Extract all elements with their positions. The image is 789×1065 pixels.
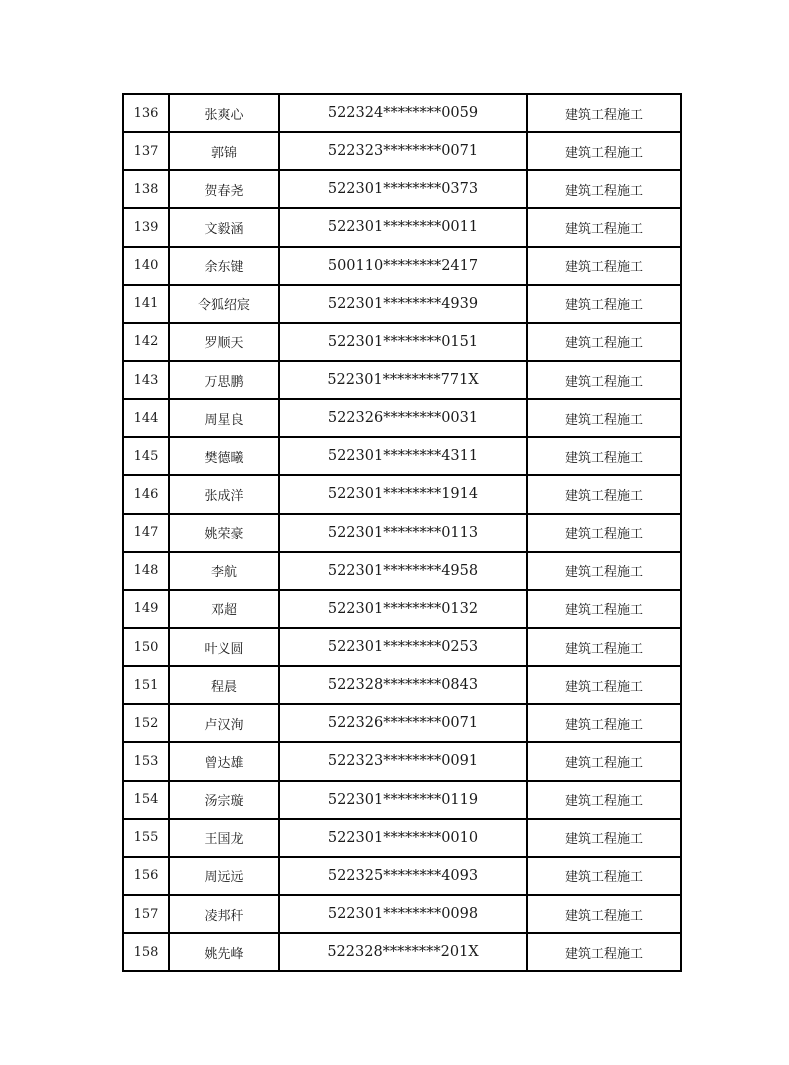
- id-number-cell: 522301********0119: [279, 781, 527, 819]
- table-row: [123, 895, 681, 933]
- student-name-cell: 周星良: [169, 399, 279, 437]
- id-number-cell: 522323********0071: [279, 132, 527, 170]
- major-cell: 建筑工程施工: [527, 819, 681, 857]
- row-number-cell: 157: [123, 895, 169, 933]
- table-row: [123, 552, 681, 590]
- row-number-cell: 158: [123, 933, 169, 971]
- table-row: [123, 361, 681, 399]
- row-number-cell: 138: [123, 170, 169, 208]
- major-cell: 建筑工程施工: [527, 742, 681, 780]
- id-number-cell: 522328********201X: [279, 933, 527, 971]
- student-name-cell: 汤宗璇: [169, 781, 279, 819]
- major-cell: 建筑工程施工: [527, 781, 681, 819]
- student-name-cell: 李航: [169, 552, 279, 590]
- student-name-cell: 曾达雄: [169, 742, 279, 780]
- id-number-cell: 522301********4939: [279, 285, 527, 323]
- id-number-cell: 522325********4093: [279, 857, 527, 895]
- student-name-cell: 樊德曦: [169, 437, 279, 475]
- major-cell: 建筑工程施工: [527, 628, 681, 666]
- id-number-cell: 522301********4958: [279, 552, 527, 590]
- row-number-cell: 145: [123, 437, 169, 475]
- major-cell: 建筑工程施工: [527, 285, 681, 323]
- major-cell: 建筑工程施工: [527, 437, 681, 475]
- major-cell: 建筑工程施工: [527, 590, 681, 628]
- major-cell: 建筑工程施工: [527, 399, 681, 437]
- id-number-cell: 522301********4311: [279, 437, 527, 475]
- id-number-cell: 522301********771X: [279, 361, 527, 399]
- row-number-cell: 139: [123, 208, 169, 246]
- id-number-cell: 522326********0031: [279, 399, 527, 437]
- student-name-cell: 张爽心: [169, 94, 279, 132]
- student-name-cell: 卢汉洵: [169, 704, 279, 742]
- student-name-cell: 张成洋: [169, 475, 279, 513]
- id-number-cell: 500110********2417: [279, 247, 527, 285]
- major-cell: 建筑工程施工: [527, 132, 681, 170]
- major-cell: 建筑工程施工: [527, 857, 681, 895]
- row-number-cell: 149: [123, 590, 169, 628]
- table-row: [123, 857, 681, 895]
- major-cell: 建筑工程施工: [527, 514, 681, 552]
- table-row: [123, 170, 681, 208]
- major-cell: 建筑工程施工: [527, 895, 681, 933]
- row-number-cell: 144: [123, 399, 169, 437]
- table-row: [123, 132, 681, 170]
- major-cell: 建筑工程施工: [527, 666, 681, 704]
- table-row: [123, 781, 681, 819]
- roster-table-body: [123, 94, 681, 971]
- table-row: [123, 628, 681, 666]
- id-number-cell: 522301********0253: [279, 628, 527, 666]
- id-number-cell: 522328********0843: [279, 666, 527, 704]
- student-name-cell: 邓超: [169, 590, 279, 628]
- id-number-cell: 522301********1914: [279, 475, 527, 513]
- id-number-cell: 522324********0059: [279, 94, 527, 132]
- student-name-cell: 余东键: [169, 247, 279, 285]
- row-number-cell: 156: [123, 857, 169, 895]
- id-number-cell: 522301********0010: [279, 819, 527, 857]
- row-number-cell: 143: [123, 361, 169, 399]
- id-number-cell: 522301********0151: [279, 323, 527, 361]
- row-number-cell: 147: [123, 514, 169, 552]
- table-row: [123, 819, 681, 857]
- row-number-cell: 146: [123, 475, 169, 513]
- major-cell: 建筑工程施工: [527, 361, 681, 399]
- id-number-cell: 522323********0091: [279, 742, 527, 780]
- roster-table: [122, 93, 682, 972]
- table-row: [123, 742, 681, 780]
- row-number-cell: 141: [123, 285, 169, 323]
- student-name-cell: 叶义圆: [169, 628, 279, 666]
- row-number-cell: 142: [123, 323, 169, 361]
- row-number-cell: 154: [123, 781, 169, 819]
- id-number-cell: 522301********0132: [279, 590, 527, 628]
- row-number-cell: 140: [123, 247, 169, 285]
- major-cell: 建筑工程施工: [527, 704, 681, 742]
- row-number-cell: 153: [123, 742, 169, 780]
- student-name-cell: 程晨: [169, 666, 279, 704]
- table-row: [123, 590, 681, 628]
- major-cell: 建筑工程施工: [527, 170, 681, 208]
- row-number-cell: 151: [123, 666, 169, 704]
- student-name-cell: 贺春尧: [169, 170, 279, 208]
- row-number-cell: 155: [123, 819, 169, 857]
- student-name-cell: 万思鹏: [169, 361, 279, 399]
- row-number-cell: 137: [123, 132, 169, 170]
- id-number-cell: 522301********0113: [279, 514, 527, 552]
- id-number-cell: 522301********0098: [279, 895, 527, 933]
- major-cell: 建筑工程施工: [527, 208, 681, 246]
- table-row: [123, 399, 681, 437]
- id-number-cell: 522301********0011: [279, 208, 527, 246]
- table-row: [123, 437, 681, 475]
- row-number-cell: 150: [123, 628, 169, 666]
- student-name-cell: 文毅涵: [169, 208, 279, 246]
- table-row: [123, 94, 681, 132]
- major-cell: 建筑工程施工: [527, 933, 681, 971]
- student-name-cell: 姚荣豪: [169, 514, 279, 552]
- major-cell: 建筑工程施工: [527, 94, 681, 132]
- table-row: [123, 208, 681, 246]
- table-row: [123, 247, 681, 285]
- table-row: [123, 704, 681, 742]
- row-number-cell: 148: [123, 552, 169, 590]
- student-name-cell: 王国龙: [169, 819, 279, 857]
- table-row: [123, 514, 681, 552]
- student-name-cell: 周远远: [169, 857, 279, 895]
- row-number-cell: 152: [123, 704, 169, 742]
- major-cell: 建筑工程施工: [527, 247, 681, 285]
- student-name-cell: 凌邦秆: [169, 895, 279, 933]
- table-row: [123, 666, 681, 704]
- major-cell: 建筑工程施工: [527, 323, 681, 361]
- id-number-cell: 522326********0071: [279, 704, 527, 742]
- student-name-cell: 令狐绍宸: [169, 285, 279, 323]
- table-row: [123, 475, 681, 513]
- student-name-cell: 罗顺天: [169, 323, 279, 361]
- student-name-cell: 郭锦: [169, 132, 279, 170]
- table-row: [123, 285, 681, 323]
- row-number-cell: 136: [123, 94, 169, 132]
- id-number-cell: 522301********0373: [279, 170, 527, 208]
- table-row: [123, 933, 681, 971]
- major-cell: 建筑工程施工: [527, 552, 681, 590]
- student-name-cell: 姚先峰: [169, 933, 279, 971]
- major-cell: 建筑工程施工: [527, 475, 681, 513]
- table-row: [123, 323, 681, 361]
